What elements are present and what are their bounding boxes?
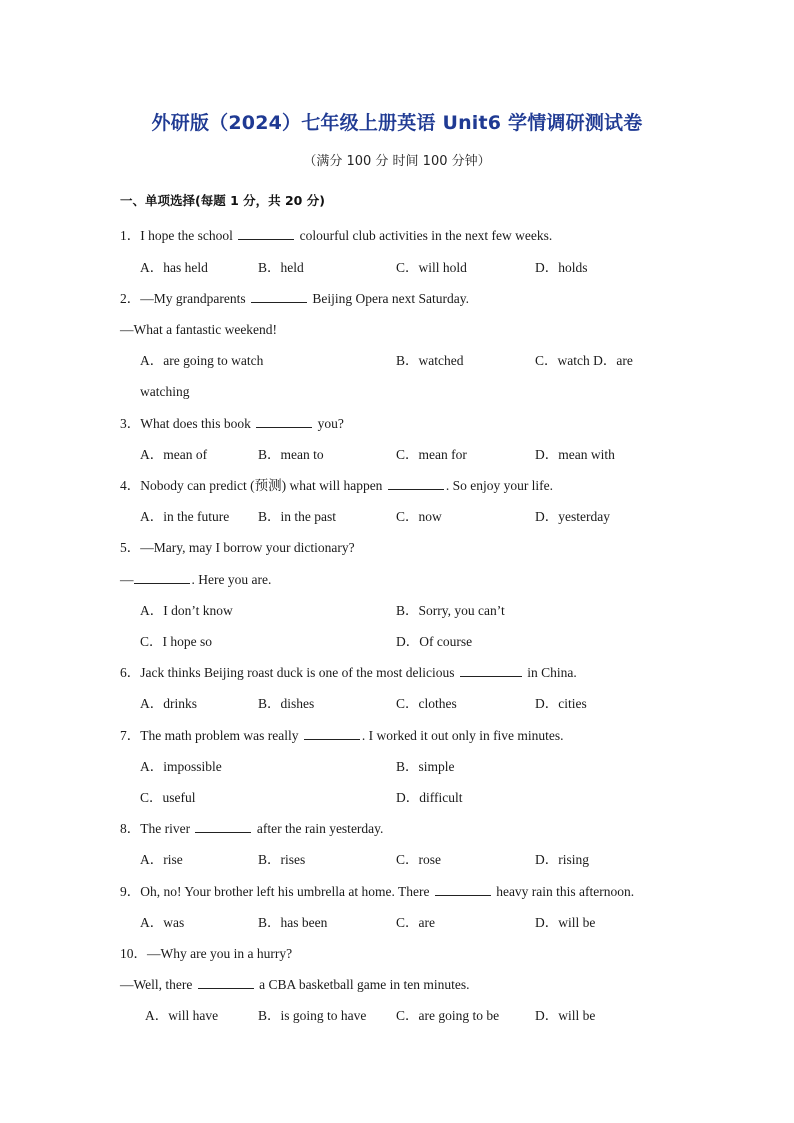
- q8-option-d: D．rising: [535, 852, 589, 867]
- q6-option-c: C．clothes: [396, 696, 457, 711]
- question-7-stem: 7．The math problem was really . I worked it out only in five minutes.: [120, 728, 564, 743]
- q10-option-b: B．is going to have: [258, 1008, 367, 1023]
- q8-option-b: B．rises: [258, 852, 306, 867]
- section-heading: 一、单项选择(每题 1 分，共 20 分): [120, 193, 325, 208]
- q6-option-b: B．dishes: [258, 696, 315, 711]
- answer-blank: [304, 727, 360, 740]
- q7-option-c: C．useful: [140, 790, 196, 805]
- answer-blank: [198, 976, 254, 989]
- answer-blank: [238, 227, 294, 240]
- q1-option-b: B．held: [258, 260, 304, 275]
- q3-option-d: D．mean with: [535, 447, 615, 462]
- q9-option-a: A．was: [140, 915, 185, 930]
- question-2-reply: —What a fantastic weekend!: [120, 322, 278, 337]
- answer-blank: [460, 664, 522, 677]
- q3-option-a: A．mean of: [140, 447, 208, 462]
- answer-blank: [256, 415, 312, 428]
- q7-option-b: B．simple: [396, 759, 455, 774]
- q3-option-b: B．mean to: [258, 447, 324, 462]
- q5-option-a: A．I don’t know: [140, 603, 233, 618]
- q3-option-c: C．mean for: [396, 447, 467, 462]
- question-5-stem: 5．—Mary, may I borrow your dictionary?: [120, 540, 355, 555]
- q5-option-c: C．I hope so: [140, 634, 212, 649]
- answer-blank: [251, 290, 307, 303]
- q1-option-a: A．has held: [140, 260, 208, 275]
- q7-option-a: A．impossible: [140, 759, 222, 774]
- q10-option-a: A．will have: [145, 1008, 219, 1023]
- q8-option-a: A．rise: [140, 852, 183, 867]
- q2-option-cd: C．watch D．are: [535, 353, 633, 368]
- q4-option-a: A．in the future: [140, 509, 230, 524]
- q1-option-d: D．holds: [535, 260, 588, 275]
- q4-option-c: C．now: [396, 509, 442, 524]
- answer-blank: [134, 571, 190, 584]
- q1-option-c: C．will hold: [396, 260, 467, 275]
- q2-option-b: B．watched: [396, 353, 464, 368]
- question-9-stem: 9．Oh, no! Your brother left his umbrella at home. There heavy rain this afternoon.: [120, 884, 635, 899]
- q6-option-a: A．drinks: [140, 696, 197, 711]
- q2-option-d-wrap: watching: [140, 384, 190, 399]
- question-4-stem: 4．Nobody can predict (预测) what will happen . So enjoy your life.: [120, 478, 554, 493]
- q5-option-d: D．Of course: [396, 634, 473, 649]
- answer-blank: [195, 820, 251, 833]
- q8-option-c: C．rose: [396, 852, 441, 867]
- q4-option-b: B．in the past: [258, 509, 336, 524]
- q6-option-d: D．cities: [535, 696, 587, 711]
- q4-option-d: D．yesterday: [535, 509, 610, 524]
- answer-blank: [435, 883, 491, 896]
- q5-option-b: B．Sorry, you can’t: [396, 603, 505, 618]
- q7-option-d: D．difficult: [396, 790, 463, 805]
- q9-option-b: B．has been: [258, 915, 328, 930]
- question-8-stem: 8．The river after the rain yesterday.: [120, 821, 384, 836]
- question-10-stem: 10．—Why are you in a hurry?: [120, 946, 293, 961]
- question-2-stem: 2．—My grandparents Beijing Opera next Saturday.: [120, 291, 469, 306]
- page-title: 外研版（2024）七年级上册英语 Unit6 学情调研测试卷: [151, 112, 643, 134]
- question-1-stem: 1．I hope the school colourful club activities in the next few weeks.: [120, 228, 553, 243]
- page-subtitle: （满分 100 分 时间 100 分钟）: [303, 154, 491, 169]
- q10-option-d: D．will be: [535, 1008, 596, 1023]
- answer-blank: [388, 477, 444, 490]
- question-3-stem: 3．What does this book you?: [120, 416, 344, 431]
- question-10-reply: —Well, there a CBA basketball game in ten minutes.: [120, 977, 470, 992]
- q9-option-d: D．will be: [535, 915, 596, 930]
- q9-option-c: C．are: [396, 915, 435, 930]
- question-5-reply: — . Here you are.: [120, 572, 272, 587]
- question-6-stem: 6．Jack thinks Beijing roast duck is one of the most delicious in China.: [120, 665, 577, 680]
- q10-option-c: C．are going to be: [396, 1008, 500, 1023]
- q2-option-a: A．are going to watch: [140, 353, 264, 368]
